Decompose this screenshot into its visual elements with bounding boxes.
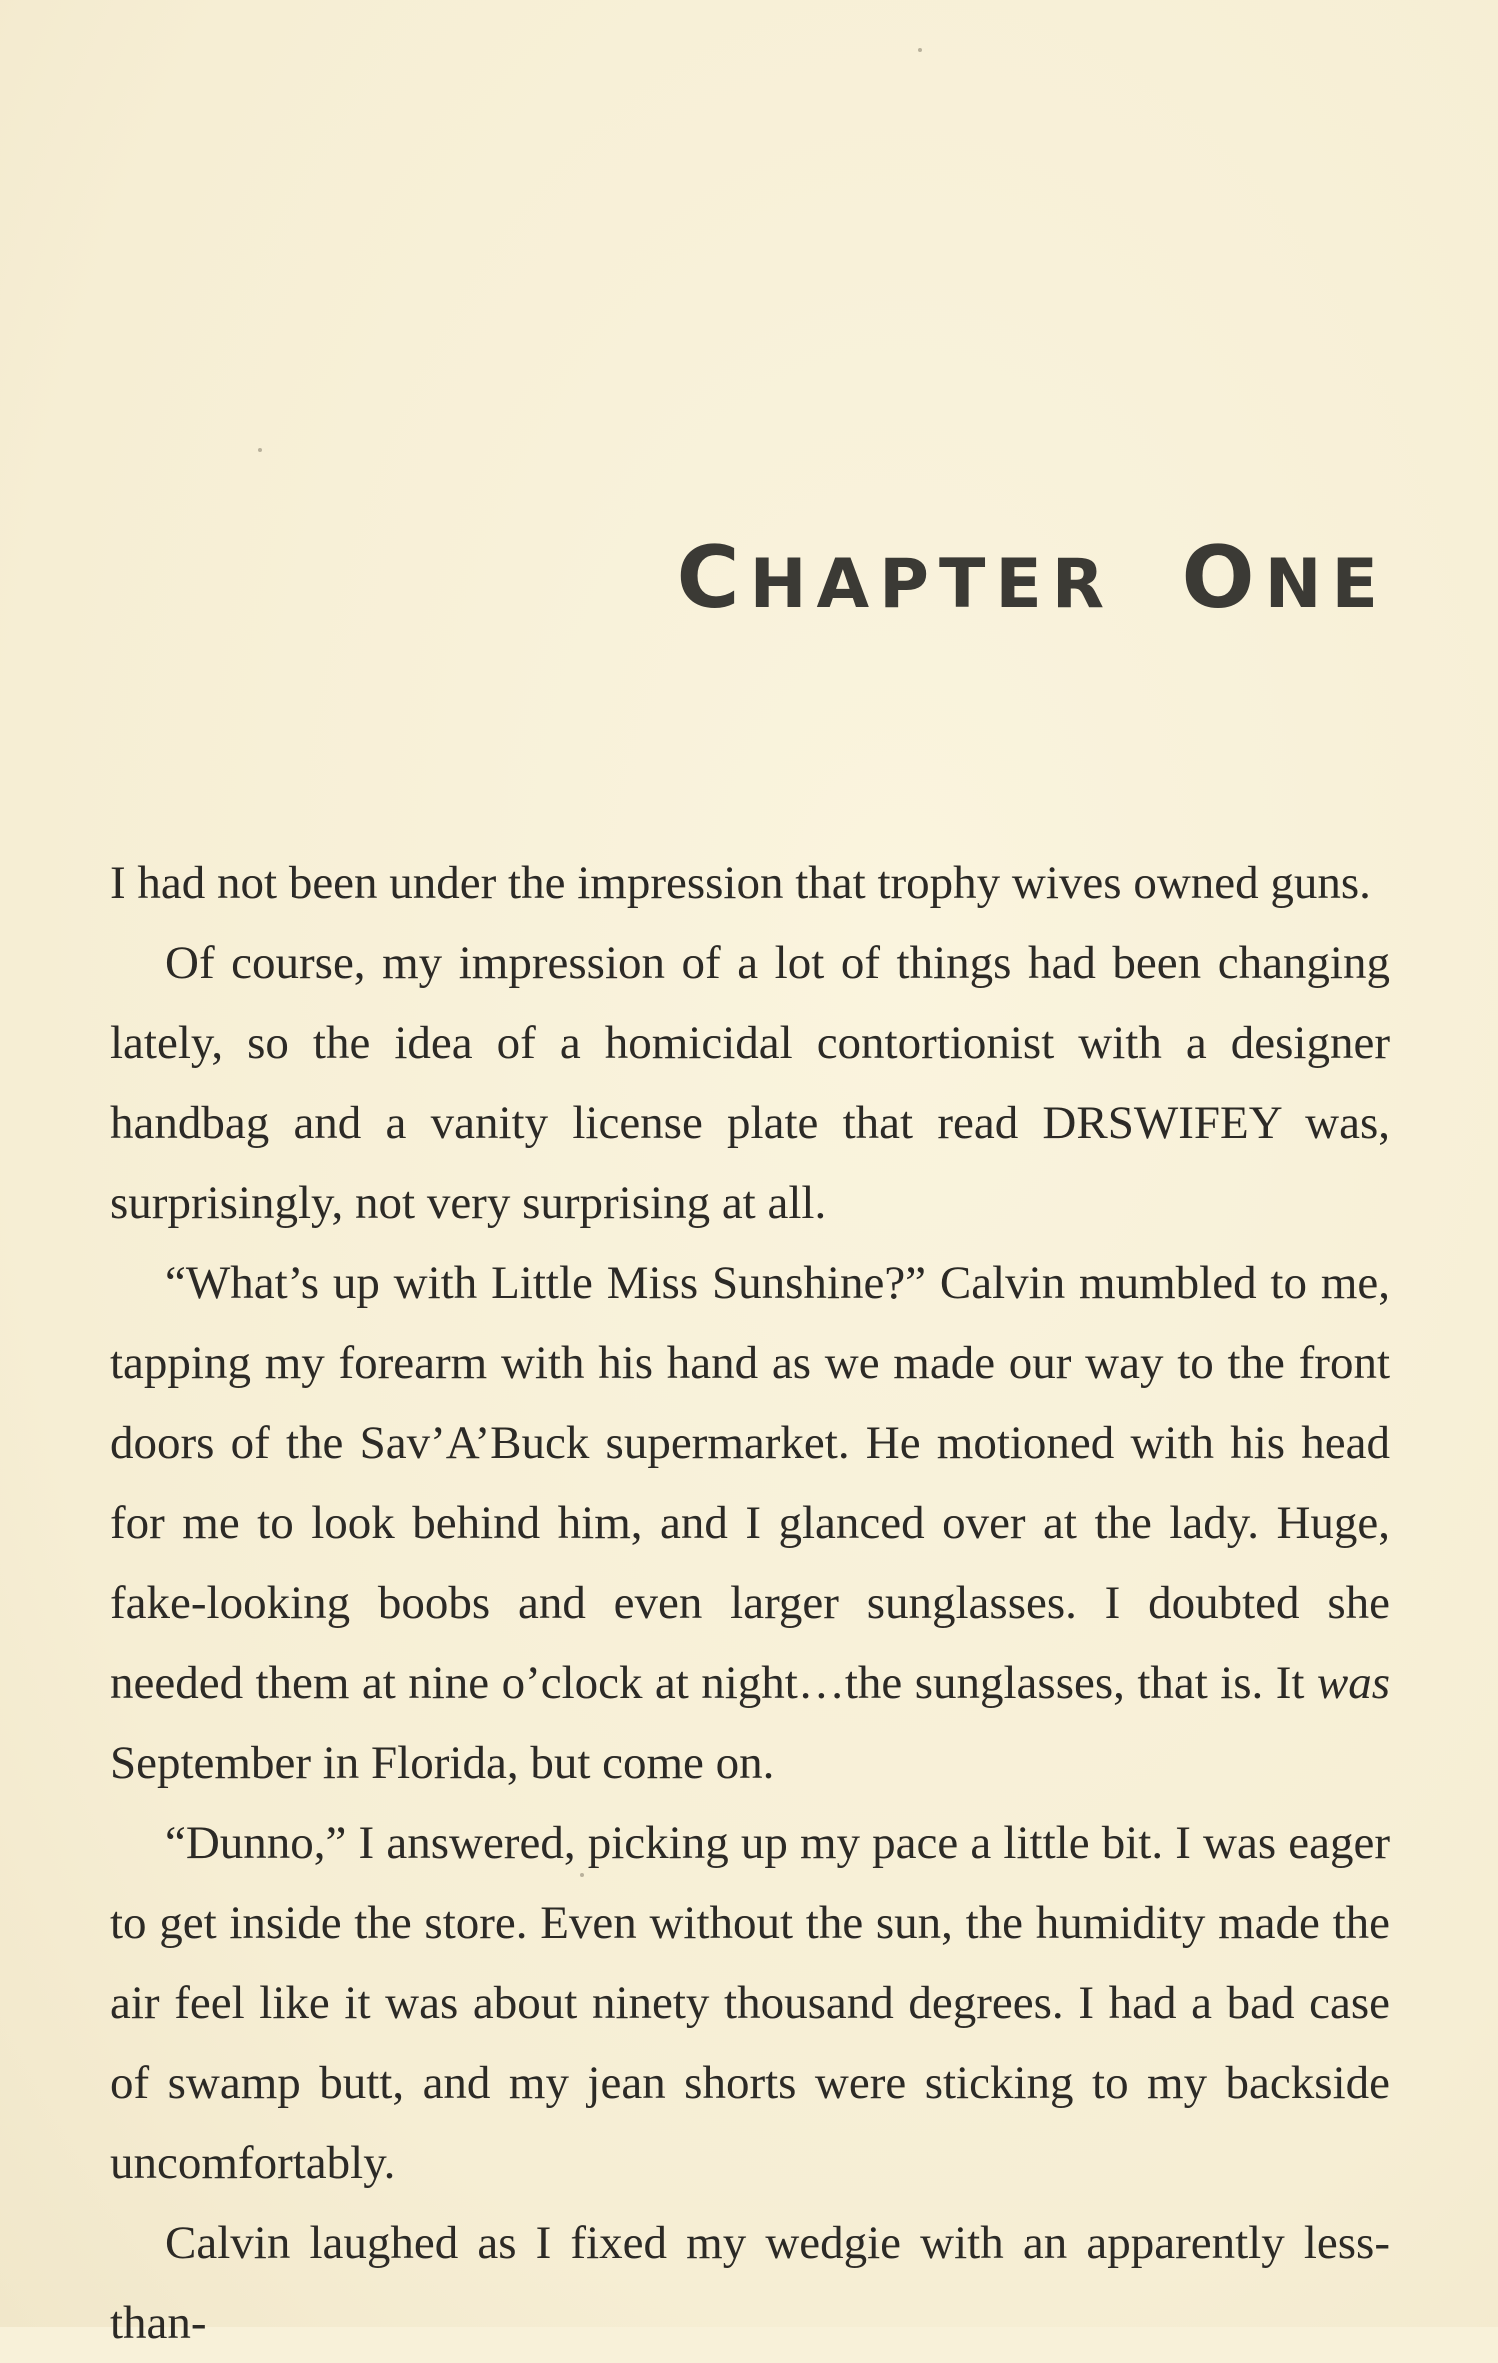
paragraph bbox=[110, 1243, 1390, 1803]
chapter-title-initial-o: O bbox=[1181, 528, 1265, 628]
chapter-title-word-rest: HAPTER bbox=[749, 545, 1115, 624]
chapter-title bbox=[676, 528, 1388, 628]
paragraph-text: “Dunno,” I answered, picking up my pace a little bit. I was eager to get inside the store. Even without the sun, the humidity made the air feel like it was about ninety thousand degrees. I had a bad case of swamp butt, and my jean shorts were sticking to my backside uncomfortably. bbox=[110, 1817, 1390, 2189]
paragraph-text: September in Florida, but come on. bbox=[110, 1737, 775, 1789]
paper-speck bbox=[258, 448, 262, 452]
chapter-body bbox=[110, 843, 1390, 2363]
paragraph-text: Of course, my impression of a lot of things had been changing lately, so the idea of a homicidal contortionist with a designer handbag and a vanity license plate that read DRSWIFEY was, surprisingly, not very surprising at all. bbox=[110, 937, 1390, 1229]
paragraph-emphasis: was bbox=[1316, 1657, 1390, 1709]
paragraph-text: “What’s up with Little Miss Sunshine?” Calvin mumbled to me, tapping my forearm with his hand as we made our way to the front doors of the Sav’A’Buck supermarket. He motioned with his head for me to look behind him, and I glanced over at the lady. Huge, fake-looking boobs and even larger sunglasses. I doubted she needed them at nine o’clock at night…the sunglasses, that is. It bbox=[110, 1257, 1390, 1709]
paragraph-text: I had not been under the impression that trophy wives owned guns. bbox=[110, 857, 1371, 909]
paragraph bbox=[110, 2203, 1390, 2363]
chapter-title-initial-c: C bbox=[676, 528, 750, 628]
paper-speck bbox=[918, 48, 922, 52]
chapter-title-number-rest: NE bbox=[1264, 545, 1388, 624]
paragraph-text: Calvin laughed as I fixed my wedgie with an apparently less-than- bbox=[110, 2217, 1390, 2349]
paragraph bbox=[110, 843, 1390, 923]
paragraph bbox=[110, 923, 1390, 1243]
paragraph bbox=[110, 1803, 1390, 2203]
